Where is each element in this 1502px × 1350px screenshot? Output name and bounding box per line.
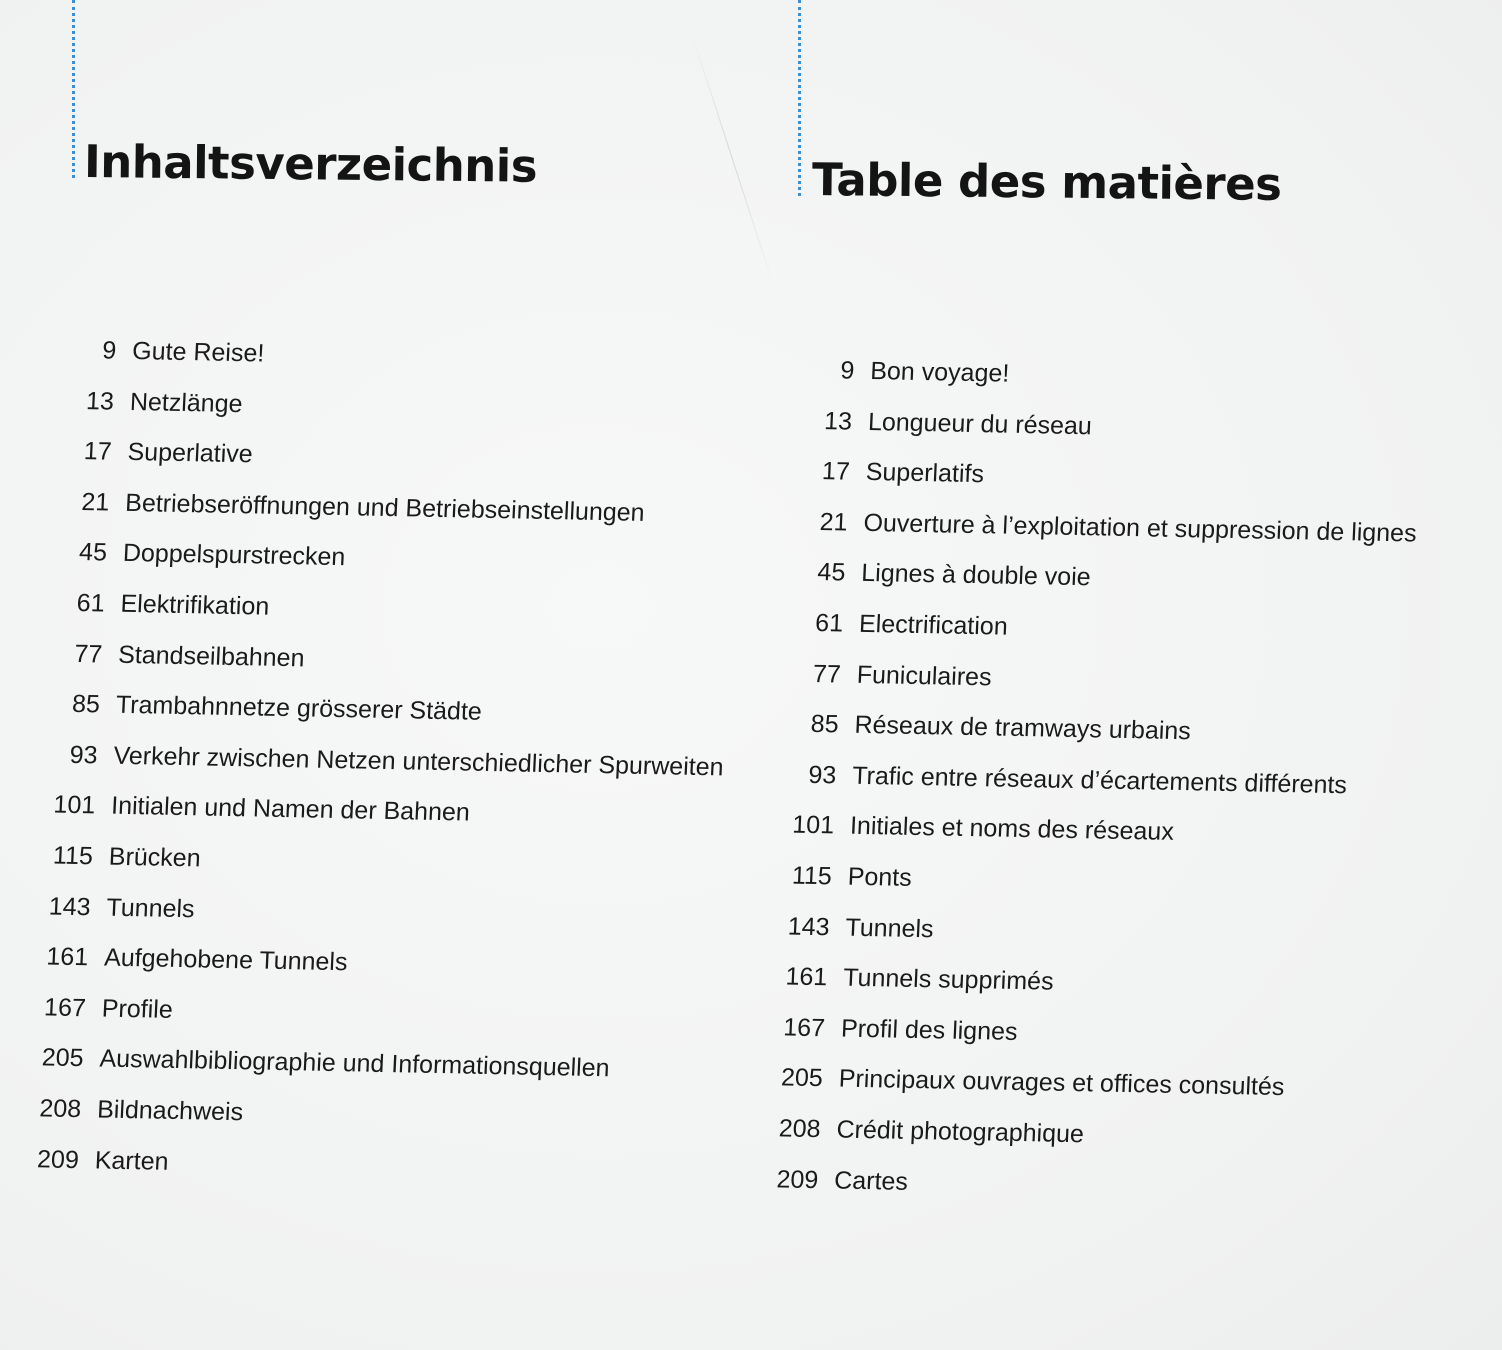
toc-entry-title: Crédit photographique	[835, 1115, 1085, 1149]
toc-entry[interactable]	[69, 740, 725, 791]
toc-entry[interactable]	[52, 790, 471, 842]
toc-entry-title: Réseaux de tramways urbains	[853, 710, 1192, 746]
toc-entry[interactable]	[85, 386, 244, 438]
toc-entry-title: Standseilbahnen	[117, 640, 306, 672]
toc-entry[interactable]	[810, 710, 1192, 761]
toc-entry-title: Principaux ouvrages et offices consultés	[838, 1064, 1285, 1102]
toc-entry[interactable]	[36, 1144, 170, 1196]
toc-entry-title: Tunnels	[105, 893, 196, 923]
toc-page-number: 61	[76, 588, 106, 618]
toc-page-number: 115	[52, 841, 94, 871]
toc-page-number: 85	[810, 710, 840, 739]
toc-entry[interactable]	[43, 993, 174, 1044]
toc-page-number: 101	[52, 790, 96, 820]
toc-entry[interactable]	[41, 1043, 611, 1095]
toc-entry[interactable]	[101, 336, 265, 387]
toc-entry-title: Superlatifs	[865, 458, 985, 489]
toc-entry-title: Trambahnnetze grösserer Städte	[115, 690, 483, 726]
toc-page-number: 85	[71, 690, 101, 719]
toc-entry[interactable]	[791, 810, 1175, 862]
toc-heading-french: Table des matières	[811, 153, 1282, 211]
toc-entry[interactable]	[71, 690, 483, 741]
toc-page-number: 21	[819, 507, 849, 537]
toc-entry-title: Electrification	[858, 609, 1009, 641]
toc-page-number: 9	[839, 356, 855, 385]
toc-entry-title: Ouverture à l’exploitation et suppression de lignes	[862, 508, 1418, 548]
toc-page-number: 17	[83, 437, 113, 466]
toc-entry-title: Ponts	[847, 862, 913, 892]
toc-entry[interactable]	[839, 356, 1010, 407]
toc-page-number: 45	[78, 538, 108, 567]
toc-entry[interactable]	[780, 1063, 1285, 1115]
toc-entry[interactable]	[819, 507, 1418, 559]
toc-page-number: 77	[73, 639, 103, 669]
dotted-accent-line	[798, 0, 801, 196]
toc-page-number: 115	[791, 861, 833, 891]
toc-entry-title: Superlative	[126, 438, 254, 469]
toc-entry[interactable]	[814, 608, 1009, 660]
toc-entry-title: Betriebseröffnungen und Betriebseinstellungen	[124, 488, 646, 527]
toc-entry[interactable]	[778, 1114, 1085, 1165]
toc-entry-title: Netzlänge	[129, 387, 244, 418]
dotted-accent-line	[72, 0, 75, 178]
toc-page-number: 143	[787, 912, 831, 941]
toc-page-number: 205	[780, 1063, 824, 1093]
toc-entry[interactable]	[83, 437, 254, 488]
toc-entry-title: Lignes à double voie	[860, 559, 1092, 592]
toc-entry-title: Elektrifikation	[119, 589, 270, 621]
toc-page-number: 161	[784, 962, 828, 992]
toc-page-number: 208	[38, 1094, 82, 1124]
toc-page-number: 93	[807, 760, 837, 790]
toc-entry-title: Gute Reise!	[131, 336, 265, 368]
toc-page-number: 167	[782, 1013, 826, 1042]
toc-page-number: 208	[778, 1114, 822, 1144]
toc-entry-title: Tunnels supprimés	[842, 963, 1055, 996]
toc-page-number: 161	[45, 942, 89, 972]
toc-page-number: 21	[80, 487, 110, 517]
toc-entry-title: Karten	[94, 1145, 170, 1176]
toc-entry[interactable]	[38, 1094, 244, 1145]
toc-entry-title: Bon voyage!	[869, 356, 1010, 388]
toc-entry-title: Tunnels	[844, 913, 935, 943]
toc-page-number: 9	[101, 336, 117, 365]
toc-list-french	[775, 356, 1418, 1216]
toc-entry-title: Longueur du réseau	[867, 407, 1093, 440]
toc-entry-title: Funiculaires	[856, 660, 993, 691]
toc-entry-title: Trafic entre réseaux d’écartements différents	[851, 761, 1348, 799]
toc-entry[interactable]	[775, 1164, 909, 1216]
toc-entry[interactable]	[812, 659, 993, 710]
toc-entry[interactable]	[76, 588, 270, 640]
toc-page-number: 77	[812, 659, 842, 689]
toc-entry[interactable]	[791, 861, 913, 913]
toc-entry[interactable]	[787, 912, 935, 963]
toc-entry[interactable]	[80, 487, 646, 539]
toc-entry[interactable]	[45, 942, 349, 994]
toc-entry-title: Profile	[101, 994, 174, 1024]
toc-entry[interactable]	[73, 639, 306, 690]
toc-page-number: 167	[43, 993, 87, 1022]
toc-entry[interactable]	[782, 1013, 1019, 1064]
toc-entry-title: Doppelspurstrecken	[122, 539, 346, 572]
toc-entry[interactable]	[807, 760, 1348, 811]
toc-page-number: 13	[823, 406, 853, 436]
toc-page-number: 205	[41, 1043, 85, 1073]
toc-entry[interactable]	[78, 538, 346, 589]
toc-entry-title: Bildnachweis	[96, 1095, 244, 1127]
toc-heading-german: Inhaltsverzeichnis	[83, 135, 538, 193]
toc-page-number: 17	[821, 457, 851, 486]
toc-entry[interactable]	[52, 841, 202, 893]
toc-entry-title: Cartes	[833, 1165, 909, 1196]
toc-column-french	[760, 0, 1502, 1350]
toc-entry-title: Auswahlbibliographie und Informationsquellen	[98, 1044, 611, 1083]
toc-entry[interactable]	[821, 457, 985, 508]
toc-entry[interactable]	[784, 962, 1055, 1014]
toc-page-number: 45	[816, 558, 846, 587]
toc-entry-title: Aufgehobene Tunnels	[103, 943, 349, 977]
toc-entry-title: Verkehr zwischen Netzen unterschiedlicher Spurweiten	[112, 741, 725, 782]
toc-list-german	[36, 336, 725, 1195]
toc-entry-title: Brücken	[108, 842, 202, 873]
toc-entry[interactable]	[823, 406, 1093, 458]
toc-page-number: 93	[69, 740, 99, 770]
toc-page-number: 101	[791, 810, 835, 840]
toc-page-number: 13	[85, 386, 115, 416]
toc-page-number: 209	[36, 1144, 80, 1174]
toc-entry-title: Profil des lignes	[840, 1014, 1019, 1046]
toc-page-number: 61	[814, 608, 844, 638]
toc-entry[interactable]	[816, 558, 1092, 609]
toc-entry[interactable]	[48, 892, 196, 943]
toc-entry-title: Initiales et noms des réseaux	[849, 812, 1175, 847]
toc-page-number: 143	[48, 892, 92, 921]
toc-entry-title: Initialen und Namen der Bahnen	[110, 792, 471, 827]
toc-page-number: 209	[775, 1164, 819, 1194]
